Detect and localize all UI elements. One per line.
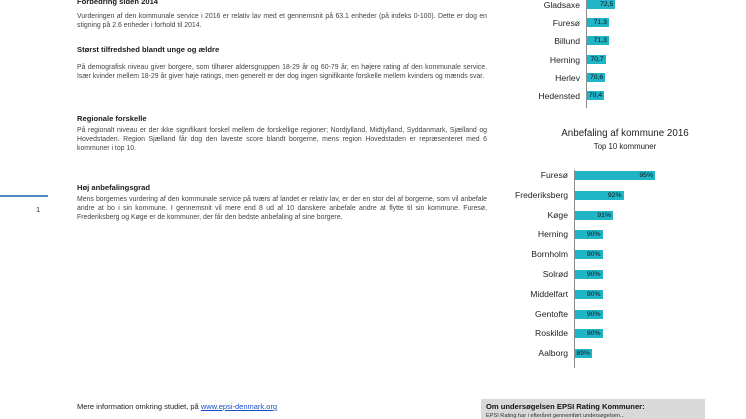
- service-chart-value-hedensted: 70,4: [588, 92, 603, 99]
- service-chart-value-billund: 71,3: [593, 37, 607, 45]
- section-heading-regional: Regionale forskelle: [77, 114, 147, 123]
- service-chart-label-fureso: Furesø: [552, 18, 580, 29]
- about-survey-text: EPSI Rating har i efteråret gennemført undersøgelsen...: [486, 413, 625, 419]
- recommendation-chart-value-roskilde: 90%: [586, 330, 601, 338]
- recommendation-chart-label-gentofte: Gentofte: [535, 308, 568, 319]
- section-heading-satisfaction: Størst tilfredshed blandt unge og ældre: [77, 45, 220, 54]
- recommendation-chart-label-koge: Køge: [547, 209, 568, 220]
- service-chart-label-billund: Billund: [554, 36, 580, 47]
- recommendation-chart-subtitle: Top 10 kommuner: [593, 142, 657, 151]
- section-body-improvement: Vurderingen af den kommunale service i 2016 er relativ lav med et gennemsnit på 63.1 enheder (på indeks 0-100). Dette er dog en stigning på 2.6 enheder i forhold til 2014.: [77, 13, 487, 30]
- service-chart-label-herlev: Herlev: [555, 72, 580, 83]
- section-body-recommendation: Mens borgernes vurdering af den kommunale service på tværs af landet er relativ lav, er der en stor del af borgerne, som vil anbefale andre at bo i sin kommune. I gennemsnit vil mere end 8 ud af 10 danskere anbefale andre at flytte til sin kommune. Furesø, Frederiksberg og Køge er de kommuner, der får den bedste anbefaling af sine borgere.: [77, 196, 487, 222]
- recommendation-chart-value-middelfart: 90%: [586, 290, 601, 298]
- recommendation-chart-label-middelfart: Middelfart: [530, 288, 568, 299]
- epsi-link[interactable]: www.epsi-denmark.org: [200, 402, 278, 411]
- margin-divider: [0, 195, 48, 197]
- page-number: 1: [36, 205, 41, 214]
- service-chart-label-gladsaxe: Gladsaxe: [543, 0, 580, 10]
- section-heading-improvement: Forbedring siden 2014: [77, 0, 159, 6]
- service-chart-value-gladsaxe: 72,5: [600, 1, 614, 8]
- recommendation-chart-value-bornholm: 90%: [586, 251, 601, 259]
- recommendation-chart: [480, 168, 740, 378]
- recommendation-chart-label-frederiksberg: Frederiksberg: [514, 189, 568, 200]
- service-chart-label-hedensted: Hedensted: [538, 91, 580, 101]
- recommendation-chart-label-roskilde: Roskilde: [535, 328, 568, 339]
- service-chart-value-herlev: 70,6: [589, 73, 604, 81]
- recommendation-chart-label-solrod: Solrød: [542, 269, 568, 279]
- recommendation-chart-label-bornholm: Bornholm: [531, 249, 568, 260]
- recommendation-chart-value-fureso: 95%: [639, 172, 653, 179]
- service-chart-label-herning: Herning: [549, 54, 580, 65]
- recommendation-chart-value-herning: 90%: [586, 231, 601, 239]
- recommendation-chart-value-aalborg: 89%: [576, 350, 590, 358]
- recommendation-chart-value-frederiksberg: 92%: [607, 191, 622, 199]
- recommendation-chart-value-solrod: 90%: [586, 271, 601, 278]
- more-info-label: Mere information omkring studiet, på: [77, 402, 199, 411]
- recommendation-chart-label-herning: Herning: [537, 229, 568, 240]
- more-info-text: [77, 402, 277, 411]
- service-chart-value-herning: 70,7: [590, 55, 604, 63]
- recommendation-chart-title: Anbefaling af kommune 2016: [561, 128, 689, 139]
- about-survey-box: [481, 399, 705, 419]
- section-body-regional: På regionalt niveau er der ikke signifikant forskel mellem de forskellige regioner; Nordjylland, Midtjylland, Syddanmark, Sjælland og Hovedstaden. Region Sjælland får dog den laveste score blandt borgerne, mens region Hovedstaden er repræsenteret med 6 kommuner i top 10.: [77, 127, 487, 153]
- about-survey-title: Om undersøgelsen EPSI Rating Kommuner:: [486, 402, 645, 411]
- section-body-satisfaction: På demografisk niveau giver borgere, som tilhører aldersgruppen 18-29 år og 60-79 år, en højere rating af den kommunale service. Især kvinder mellem 18-29 år giver høje ratings, men generelt er der dog ingen signifikante forskelle mellem kvinders og mænds svar.: [77, 64, 487, 81]
- service-rating-chart: [500, 0, 740, 110]
- recommendation-chart-label-fureso: Furesø: [540, 170, 568, 180]
- recommendation-chart-label-aalborg: Aalborg: [538, 348, 568, 359]
- section-heading-recommendation: Høj anbefalingsgrad: [77, 183, 150, 192]
- service-chart-value-fureso: 71,3: [593, 19, 607, 27]
- recommendation-chart-value-koge: 91%: [597, 211, 611, 219]
- recommendation-chart-value-gentofte: 90%: [586, 310, 601, 318]
